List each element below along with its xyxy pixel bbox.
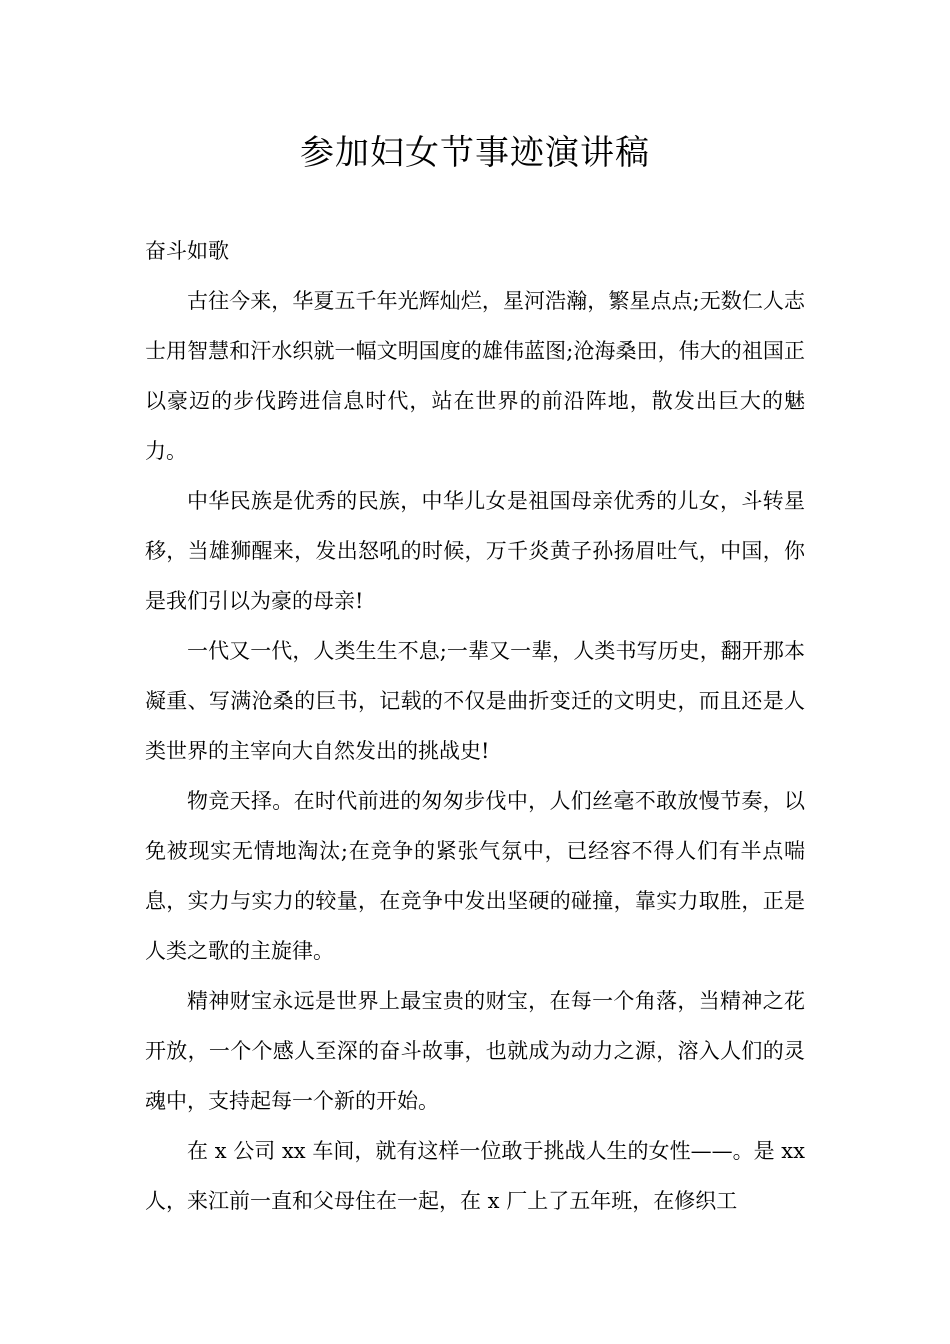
paragraph: 一代又一代，人类生生不息;一辈又一辈，人类书写历史，翻开那本凝重、写满沧桑的巨书，记载的不仅是曲折变迁的文明史，而且还是人类世界的主宰向大自然发出的挑战史! (145, 639, 805, 763)
document-subtitle: 奋斗如歌 (145, 239, 229, 263)
paragraph: 物竞天择。在时代前进的匆匆步伐中，人们丝毫不敢放慢节奏，以免被现实无情地淘汰;在竞争的紧张气氛中，已经容不得人们有半点喘息，实力与实力的较量，在竞争中发出坚硬的碰撞，靠实力取胜，正是人类之歌的主旋律。 (145, 789, 805, 963)
document-title: 参加妇女节事迹演讲稿 (300, 133, 650, 173)
paragraph: 古往今来，华夏五千年光辉灿烂，星河浩瀚，繁星点点;无数仁人志士用智慧和汗水织就一幅文明国度的雄伟蓝图;沧海桑田，伟大的祖国正以豪迈的步伐跨进信息时代，站在世界的前沿阵地，散发出巨大的魅力。 (145, 289, 805, 463)
paragraph: 在 x 公司 xx 车间，就有这样一位敢于挑战人生的女性——。是 xx 人，来江前一直和父母住在一起，在 x 厂上了五年班，在修织工 (145, 1139, 805, 1213)
document-body (145, 226, 805, 1226)
paragraph: 中华民族是优秀的民族，中华儿女是祖国母亲优秀的儿女，斗转星移，当雄狮醒来，发出怒吼的时候，万千炎黄子孙扬眉吐气，中国，你是我们引以为豪的母亲! (145, 489, 805, 613)
paragraph: 精神财宝永远是世界上最宝贵的财宝，在每一个角落，当精神之花开放，一个个感人至深的奋斗故事，也就成为动力之源，溶入人们的灵魂中，支持起每一个新的开始。 (145, 989, 805, 1113)
